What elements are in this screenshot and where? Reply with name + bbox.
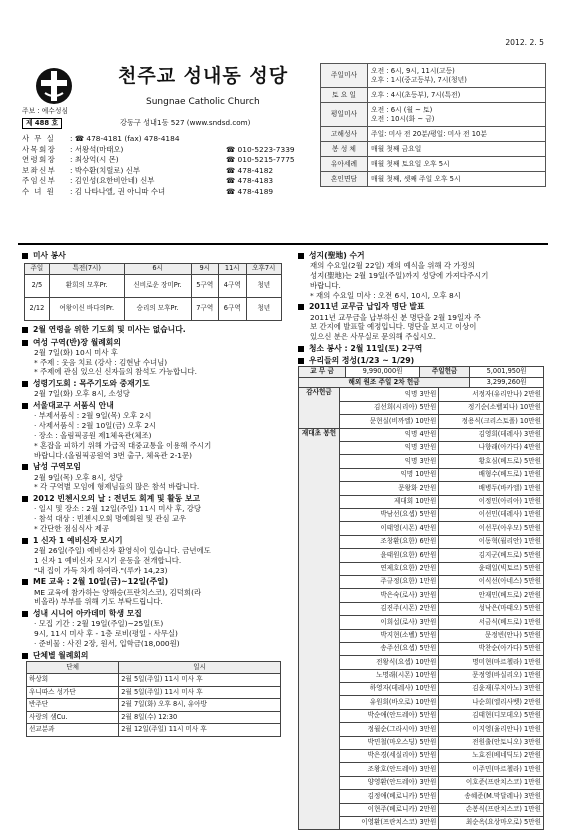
bullet-square-icon [22,340,28,346]
mass-table-cell: 5구역 [191,275,218,298]
donation-cell: 박은경(세실리아) 5만원 [340,750,439,763]
donation-cell: 조창환(요한) 6만원 [340,535,439,548]
contact-phone: ☎ 478-4182 [226,165,274,175]
donation-cell: 문정빈(안나) 5만원 [439,629,544,642]
church-subtitle: Sungnae Catholic Church [146,97,260,107]
contact-list [22,134,312,197]
notice-line: * 주제에 관심 있으신 신자들의 참석도 가능합니다. [34,367,197,377]
notice-line: * 혼잡을 피하기 위해 가급적 대중교통을 이용해 주시기 [34,440,212,450]
contact-row [22,176,312,187]
donation-cell: 김선희(시리아) 5만원 [340,401,439,414]
donation-cell: 이희섭(로사) 3만원 [340,616,439,629]
contact-label: 주임신부 [22,176,57,186]
donation-cell: 서정자(유리안나) 2만원 [439,388,544,401]
contact-value: : 최상억(시 몬) [70,155,119,165]
donation-cell: 김지군(베드로) 5만원 [439,549,544,562]
mass-table-row [25,298,282,321]
donation-cell: 송혜준(M.막달레나) 3만원 [439,790,544,803]
groups-table-cell: 2월 12일(주일) 11시 미사 후 [119,724,281,737]
contact-row [22,155,312,166]
donation-cell: 이호준(프란치스코) 1만원 [439,776,544,789]
schedule-row [321,127,546,142]
donation-cell: 김영희(데레사) 3만원 [439,428,544,441]
schedule-label: 유아세례 [321,157,368,172]
notice-line: 2월 7일(화) 오후 8시, 소성당 [34,389,130,399]
mass-table-cell: 7구역 [191,298,218,321]
donation-cell: 유원희(바오로) 10만원 [340,696,439,709]
schedule-row [321,103,546,127]
contact-label: 사목회장 [22,144,57,154]
totals-label: 해외 원조 주일 2차 헌금 [299,377,470,388]
schedule-row [321,88,546,103]
notice-line: · 사제서품식 : 2월 10일(금) 오후 2시 [34,421,157,431]
mass-table-header-cell: 오후7시 [246,264,282,275]
groups-table-cell: 2월 8일(수) 12:30 [119,711,281,724]
notice-heading: 성지(聖地) 수거 [298,251,546,261]
mass-service-table [24,263,282,321]
donation-cell: 이동혁(월리안) 1만원 [439,535,544,548]
donation-cell: 김정애(베로니카) 5만원 [340,790,439,803]
contact-row [22,166,312,177]
schedule-row [321,157,546,172]
schedule-row [321,142,546,157]
donation-cell: 연제호(요한) 2만원 [340,562,439,575]
notice-line: 2011년 교무금을 납부하신 분 명단을 2월 19일자 주 [310,312,481,322]
mass-table-cell: 6구역 [219,298,246,321]
notice-line: · 부제서품식 : 2월 9일(목) 오후 2시 [34,411,152,421]
church-address: 강동구 성내1동 527 (www.sndsd.com) [120,118,251,127]
donation-cell: 양영환(안드레아) 3만원 [340,776,439,789]
issue-number: 제 488 호 [22,118,62,129]
donation-cell: 배병두(바카엘) 1만원 [439,482,544,495]
schedule-label: 토 요 일 [321,88,368,103]
donation-cell: 송주선(요셉) 5만원 [340,642,439,655]
mass-table-row [25,275,282,298]
contact-label: 연령회장 [22,155,57,165]
notice-line: 9시, 11시 미사 후 - 1층 로비(평일 - 사무실) [34,629,178,639]
notice-line: 2월 9일(목) 오후 8시, 성당 [34,472,123,482]
header-divider [18,243,548,245]
donation-cell: 제대회 10만원 [340,495,439,508]
notice-heading: 단체별 월례회의 [22,651,286,661]
donation-cell: 배형수(베드로) 1만원 [439,468,544,481]
schedule-times [368,88,546,103]
schedule-label: 봉 성 체 [321,142,368,157]
donation-cell: 이선무(아우모) 5만원 [439,522,544,535]
notice-line: * 주제 : 웃음 치료 (강사 : 김현남 수녀님) [34,357,168,367]
groups-table-cell: 하상회 [27,674,119,687]
donation-cell: 박민철(마오스딩) 5만원 [340,736,439,749]
church-title: 천주교 성내동 성당 [118,65,289,87]
donation-cell: 박찬순(아가다) 5만원 [439,642,544,655]
donation-category: 감사헌금 [299,388,340,428]
notice-line: 바랍니다. [310,280,341,290]
donation-row [299,428,544,441]
schedule-times [368,64,546,88]
donation-cell: 이식선(아네스) 5만원 [439,575,544,588]
donation-cell: 최순옥(요상마오로) 5만원 [439,816,544,829]
schedule-time-line: 오후 : 4시(초등부), 7시(특전) [371,90,461,99]
contact-value: : 김 나타나엘, 권 아니따 수녀 [70,186,166,196]
bullet-square-icon [22,381,28,387]
church-cross-logo-icon [34,66,74,106]
donation-cell: 익명 3만원 [340,442,439,455]
mass-table-cell: 신비로운 장미Pr. [124,275,191,298]
donation-cell: 이영환(프란치스코) 3만원 [340,816,439,829]
donation-cell: 안재민(베드로) 2만원 [439,589,544,602]
contact-row [22,145,312,156]
donations-table [298,387,544,830]
donation-cell: 나향래(아가다) 4만원 [439,442,544,455]
notice-heading: 서울대교구 서품식 안내 [22,401,286,411]
contact-label: 수 녀 원 [22,186,56,196]
group-meetings-table [26,661,281,737]
schedule-time-line: 매월 첫째 토요일 오후 5시 [371,159,450,168]
schedule-times [368,157,546,172]
donation-cell: 이현주(베로니카) 2만원 [340,803,439,816]
donation-cell: 이선민(데레사) 1만원 [439,509,544,522]
mass-table-cell: 환희의 모후Pr. [49,275,124,298]
notice-heading: 1 신자 1 예비신자 모시기 [22,536,286,546]
issue-date: 2012. 2. 5 [505,38,544,47]
groups-table-cell: 선교분과 [27,724,119,737]
groups-table-header [27,661,281,674]
bullet-square-icon [22,327,28,333]
groups-table-header-cell: 단체 [27,661,119,674]
right-notices [298,251,546,366]
donation-cell: 문왕화 2만원 [340,482,439,495]
schedule-time-line: 매월 첫째, 셋째 주일 오후 5시 [371,174,461,183]
donation-cell: 서금식(베드로) 1만원 [439,616,544,629]
notice-line: · 참석 대상 : 빈첸시오회 명예회원 및 관심 교우 [34,514,187,524]
schedule-table [320,63,546,187]
mass-table-header [25,264,282,275]
notice-line: * 각 구역별 모임에 형제님들의 많은 참석 바랍니다. [34,482,200,492]
donation-cell: 이주민(마르첼라) 1만원 [439,763,544,776]
contact-value: : 박수환(치릴로) 신부 [70,165,141,175]
notice-line: · 장소 : 올림픽공원 제1체육관(체조) [34,431,152,440]
groups-table-row [27,711,281,724]
donation-cell: 박순애(안드레아) 5만원 [340,709,439,722]
schedule-label: 혼인면담 [321,172,368,187]
donation-row [299,388,544,401]
schedule-time-line: 주일: 미사 전 20분/평일: 미사 전 10분 [371,129,487,138]
groups-table-cell: 우니따스 성가단 [27,686,119,699]
notice-heading: 여성 구역(반)장 월례회의 [22,338,286,348]
schedule-times [368,142,546,157]
notice-line: 보 간지에 발표할 예정입니다. 명단을 보시고 이상이 [310,322,477,332]
notice-heading: 청소 봉사 : 2월 11일(토) 2구역 [298,344,546,354]
schedule-label: 주일미사 [321,64,368,88]
bullet-square-icon [22,579,28,585]
left-column [22,249,286,737]
donation-cell: 김윤재(루치아노) 3만원 [439,683,544,696]
bullet-square-icon [22,496,28,502]
mass-table-header-cell: 6시 [124,264,191,275]
donation-cell: 노효진(베네딕도) 2만원 [439,750,544,763]
donation-cell: 전왕식(요셉) 10만원 [340,656,439,669]
notice-heading: 남성 구역모임 [22,462,286,472]
mass-table-cell: 승리의 모후Pr. [124,298,191,321]
totals-row [299,377,544,388]
donation-cell: 윤태원(요한) 6만원 [340,549,439,562]
notice-line: 있으신 분은 사무실로 문의해 주십시오. [310,332,436,342]
donation-cell: 이지영(율리안나) 1만원 [439,723,544,736]
contact-row [22,134,312,145]
schedule-time-line: 오전 : 10시(화 ~ 금) [371,114,435,123]
totals-label: 주일헌금 [420,367,470,378]
contact-phone: ☎ 478-4183 [226,176,274,186]
notice-line: 바랍니다.(올림픽공원역 3번 출구, 체육관 2-1문) [34,450,193,460]
donation-cell: 익명 3만원 [340,388,439,401]
notice-line: 2월 7일(화) 10시 미사 후 [34,347,118,357]
mass-table-cell: 여왕이신 바다의Pr. [49,298,124,321]
schedule-times [368,127,546,142]
groups-table-row [27,686,281,699]
totals-value: 3,299,260원 [470,377,544,388]
schedule-label: 평일미사 [321,103,368,127]
notice-line: · 일시 및 장소 : 2월 12일(주일) 11시 미사 후, 강당 [34,504,202,514]
contact-phone: ☎ 010-5215-7775 [226,155,295,165]
notice-line: 성지(聖地)는 2월 19일(주일)까지 성당에 가져다주시기 [310,271,489,281]
notice-line: 재의 수요일(2월 22일) 재의 예식을 위해 각 가정의 [310,261,475,271]
schedule-label: 고해성사 [321,127,368,142]
mass-table-cell: 2/12 [25,298,50,321]
notice-line: 2월 26일(주일) 예비신자 환영식이 있습니다. 금년에도 [34,545,211,555]
bullet-square-icon [22,538,28,544]
notice-line: · 모집 기간 : 2월 19일(주일)~25일(토) [34,619,164,629]
donation-cell: 박은숙(로사) 3만원 [340,589,439,602]
bullet-square-icon [298,346,304,352]
donation-cell: 박남선(요셉) 5만원 [340,509,439,522]
donation-cell: 윤태일(빅토르) 5만원 [439,562,544,575]
notice-heading: 2011년 교무금 납입자 명단 발표 [298,302,546,312]
groups-table-row [27,699,281,712]
contact-value: : ☎ 478-4181 (fax) 478-4184 [70,134,180,144]
bullet-square-icon [22,253,28,259]
offering-totals-table [298,366,544,388]
donation-category: 재대초 봉헌 [299,428,340,830]
schedule-time-line: 매월 첫째 금요일 [371,144,422,153]
bullet-square-icon [298,358,304,364]
donation-cell: 정기순(소벨피나) 10만원 [439,401,544,414]
contact-label: 보좌신부 [22,165,57,175]
donation-cell: 전원출(안토니오) 3만원 [439,736,544,749]
totals-label: 교 무 금 [299,367,346,378]
donation-cell: 정월순(그라시아) 3만원 [340,723,439,736]
totals-row [299,367,544,378]
mass-table-cell: 청년 [246,275,282,298]
donation-cell: 황호심(베드로) 5만원 [439,455,544,468]
totals-value: 5,001,950원 [470,367,544,378]
bullet-square-icon [22,464,28,470]
notice-heading: ME 교육 : 2월 10일(금)~12일(주일) [22,577,286,587]
left-notices [22,325,286,661]
donation-cell: 김진주(시몬) 2만원 [340,602,439,615]
groups-table-row [27,724,281,737]
contact-label: 사 무 실 [22,134,56,144]
donation-cell: 문현실(비까엘) 10만원 [340,415,439,428]
donation-cell: 문정영(바실리오) 1만원 [439,669,544,682]
schedule-time-line: 오전 : 6시, 9시, 11시(고등) [371,66,455,75]
notice-heading: 성내 시니어 아카데미 학생 모집 [22,609,286,619]
contact-row [22,187,312,198]
notice-heading: 2월 연령을 위한 기도회 및 미사는 없습니다. [22,325,286,335]
schedule-time-line: 오전 : 6시 (월 ~ 토) [371,105,433,114]
donation-cell: 박지현(소벨) 5만원 [340,629,439,642]
notice-line: "내 집이 가득 차게 하여라."(루카 14,23) [34,565,168,575]
mass-table-cell: 청년 [246,298,282,321]
notice-line: ME 교육에 참가하는 양해승(프란치스코), 김덕희(라 [34,587,202,597]
donation-cell: 성낙은(마태오) 5만원 [439,602,544,615]
donation-cell: 익명 3만원 [340,455,439,468]
donation-cell: 이태영(시몬) 4만원 [340,522,439,535]
donation-cell: 노명래(시몬) 10만원 [340,669,439,682]
donation-cell: 정용식(크리스토폴) 10만원 [439,415,544,428]
schedule-row [321,64,546,88]
contact-phone: ☎ 010-5223-7339 [226,144,295,154]
groups-table-cell: 반주단 [27,699,119,712]
groups-table-cell: 2월 7일(화) 오후 8시, 유아방 [119,699,281,712]
donation-cell: 조왕호(안드레아) 3만원 [340,763,439,776]
bullet-square-icon [22,653,28,659]
notice-line: * 재의 수요일 미사 : 오전 6시, 10시, 오후 8시 [310,290,461,300]
groups-table-row [27,674,281,687]
donation-cell: 김태현(디모데오) 5만원 [439,709,544,722]
mass-table-cell: 4구역 [219,275,246,298]
bullet-square-icon [298,304,304,310]
donation-cell: 명미현(마르첼라) 1만원 [439,656,544,669]
bullet-square-icon [22,403,28,409]
mass-table-cell: 2/5 [25,275,50,298]
notice-heading: 우리들의 정성(1/23 ~ 1/29) [298,356,546,366]
donation-cell: 하영자(데레사) 10만원 [340,683,439,696]
notice-heading: 성령기도회 : 목주기도와 중재기도 [22,379,286,389]
schedule-time-line: 오후 : 1시(중고등부), 7시(청년) [371,75,467,84]
schedule-row [321,172,546,187]
donation-cell: 이정민(아리아) 1만원 [439,495,544,508]
mass-service-heading: 미사 봉사 [22,251,286,261]
notice-line: * 간단한 점심식사 제공 [34,523,109,533]
contact-value: : 김인성(요한비안네) 신부 [70,176,155,186]
donation-cell: 익명 10만원 [340,468,439,481]
mass-table-header-cell: 11시 [219,264,246,275]
bullet-square-icon [22,611,28,617]
mass-table-header-cell: 특전(7시) [49,264,124,275]
mass-table-header-cell: 주일 [25,264,50,275]
contact-value: : 서왕석(마태오) [70,144,124,154]
groups-table-cell: 2월 5일(주일) 11시 미사 후 [119,686,281,699]
mass-table-header-cell: 9시 [191,264,218,275]
groups-table-header-cell: 일시 [119,661,281,674]
notice-line: · 준비물 : 사진 2장, 원서, 입학금(18,000원) [34,638,180,648]
notice-heading: 2012 빈첸시오의 날 : 전년도 회계 및 활동 보고 [22,494,286,504]
totals-value: 9,990,000원 [346,367,420,378]
donation-cell: 나순희(엘리사벳) 2만원 [439,696,544,709]
donation-cell: 주규정(요한) 1만원 [340,575,439,588]
groups-table-cell: 2월 5일(주일) 11시 미사 후 [119,674,281,687]
notice-line: 비올라) 부부를 위해 기도 부탁드립니다. [34,597,163,607]
bullet-square-icon [298,253,304,259]
contact-phone: ☎ 478-4189 [226,186,274,196]
bulletin-patron: 주보 : 예수성심 [22,107,69,115]
schedule-times [368,172,546,187]
groups-table-cell: 사랑의 샘Cu. [27,711,119,724]
donation-cell: 손봉식(프란치스코) 1만원 [439,803,544,816]
right-column [298,249,546,830]
notice-line: 1 신자 1 예비신자 모시기 운동을 전개합니다. [34,555,182,565]
donation-cell: 익명 4만원 [340,428,439,441]
schedule-times [368,103,546,127]
